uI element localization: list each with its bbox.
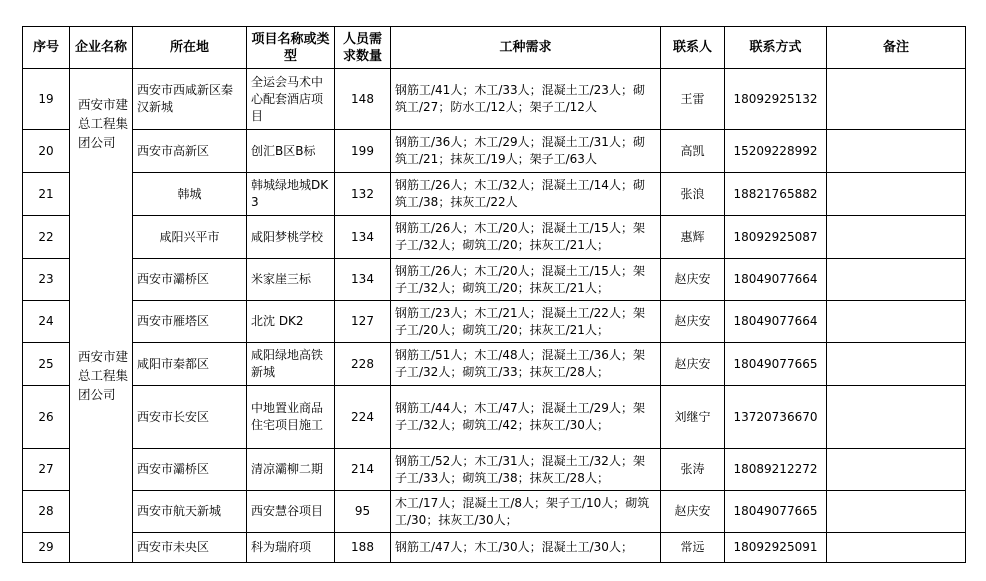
cell-trades: 钢筋工/26人；木工/20人；混凝土工/15人；架子工/32人；砌筑工/20；抹灰工/21人； [391, 259, 661, 301]
cell-remark [827, 343, 966, 386]
header-remark: 备注 [827, 27, 966, 69]
cell-no: 19 [23, 69, 70, 130]
cell-staff: 214 [335, 449, 391, 491]
cell-project: 中地置业商品住宅项目施工 [247, 386, 335, 449]
cell-remark [827, 301, 966, 343]
header-row [23, 27, 966, 69]
cell-project: 咸阳绿地高铁新城 [247, 343, 335, 386]
header-no: 序号 [23, 27, 70, 69]
cell-project: 米家崖三标 [247, 259, 335, 301]
table-row [23, 533, 966, 563]
cell-trades: 钢筋工/52人；木工/31人；混凝土工/32人；架子工/33人；砌筑工/38；抹灰工/28人； [391, 449, 661, 491]
cell-trades: 钢筋工/41人；木工/33人；混凝土工/23人；砌筑工/27；防水工/12人；架子工/12人 [391, 69, 661, 130]
cell-location: 西安市灞桥区 [133, 449, 247, 491]
cell-remark [827, 173, 966, 216]
cell-trades: 钢筋工/36人；木工/29人；混凝土工/31人；砌筑工/21；抹灰工/19人；架子工/63人 [391, 130, 661, 173]
cell-staff: 148 [335, 69, 391, 130]
cell-location: 韩城 [133, 173, 247, 216]
cell-contact: 赵庆安 [661, 259, 725, 301]
table-row [23, 449, 966, 491]
cell-phone: 18089212272 [725, 449, 827, 491]
cell-remark [827, 491, 966, 533]
cell-phone: 18049077665 [725, 491, 827, 533]
cell-contact: 张浪 [661, 173, 725, 216]
cell-project: 咸阳梦桃学校 [247, 216, 335, 259]
cell-company-group-1: 西安市建总工程集团公司 [70, 69, 133, 343]
cell-location: 西安市长安区 [133, 386, 247, 449]
cell-trades: 钢筋工/47人；木工/30人；混凝土工/30人； [391, 533, 661, 563]
table-row [23, 216, 966, 259]
cell-contact: 王雷 [661, 69, 725, 130]
cell-location: 西安市未央区 [133, 533, 247, 563]
cell-location: 西安市雁塔区 [133, 301, 247, 343]
cell-staff: 188 [335, 533, 391, 563]
cell-no: 23 [23, 259, 70, 301]
table-row [23, 343, 966, 386]
cell-remark [827, 69, 966, 130]
cell-remark [827, 130, 966, 173]
header-phone: 联系方式 [725, 27, 827, 69]
cell-phone: 18049077664 [725, 301, 827, 343]
cell-project: 科为瑞府项 [247, 533, 335, 563]
cell-company-group-2: 西安市建总工程集团公司 [70, 343, 133, 563]
cell-contact: 高凯 [661, 130, 725, 173]
cell-trades: 钢筋工/26人；木工/20人；混凝土工/15人；架子工/32人；砌筑工/20；抹灰工/21人； [391, 216, 661, 259]
cell-trades: 钢筋工/23人；木工/21人；混凝土工/22人；架子工/20人；砌筑工/20；抹灰工/21人； [391, 301, 661, 343]
cell-contact: 惠辉 [661, 216, 725, 259]
cell-location: 咸阳市秦都区 [133, 343, 247, 386]
cell-phone: 18092925091 [725, 533, 827, 563]
cell-staff: 95 [335, 491, 391, 533]
cell-no: 28 [23, 491, 70, 533]
cell-no: 27 [23, 449, 70, 491]
recruitment-table [22, 26, 966, 563]
header-trades: 工种需求 [391, 27, 661, 69]
cell-remark [827, 449, 966, 491]
cell-staff: 134 [335, 259, 391, 301]
header-contact: 联系人 [661, 27, 725, 69]
table-row [23, 301, 966, 343]
header-staff: 人员需求数量 [335, 27, 391, 69]
header-location: 所在地 [133, 27, 247, 69]
table-row [23, 173, 966, 216]
cell-trades: 钢筋工/51人；木工/48人；混凝土工/36人；架子工/32人；砌筑工/33；抹灰工/28人； [391, 343, 661, 386]
cell-location: 西安市航天新城 [133, 491, 247, 533]
cell-phone: 15209228992 [725, 130, 827, 173]
cell-contact: 赵庆安 [661, 491, 725, 533]
cell-staff: 228 [335, 343, 391, 386]
cell-contact: 赵庆安 [661, 343, 725, 386]
cell-staff: 134 [335, 216, 391, 259]
cell-no: 24 [23, 301, 70, 343]
cell-trades: 木工/17人；混凝土工/8人；架子工/10人；砌筑工/30；抹灰工/30人； [391, 491, 661, 533]
table-row [23, 130, 966, 173]
cell-contact: 赵庆安 [661, 301, 725, 343]
cell-phone: 13720736670 [725, 386, 827, 449]
cell-location: 咸阳兴平市 [133, 216, 247, 259]
header-company: 企业名称 [70, 27, 133, 69]
cell-contact: 张涛 [661, 449, 725, 491]
table-row [23, 386, 966, 449]
cell-location: 西安市高新区 [133, 130, 247, 173]
cell-project: 韩城绿地城DK3 [247, 173, 335, 216]
cell-project: 创汇B区B标 [247, 130, 335, 173]
cell-no: 25 [23, 343, 70, 386]
cell-project: 全运会马术中心配套酒店项目 [247, 69, 335, 130]
table-row [23, 491, 966, 533]
cell-no: 22 [23, 216, 70, 259]
cell-no: 26 [23, 386, 70, 449]
cell-phone: 18049077665 [725, 343, 827, 386]
cell-no: 21 [23, 173, 70, 216]
cell-trades: 钢筋工/44人；木工/47人；混凝土工/29人；架子工/32人；砌筑工/42；抹灰工/30人； [391, 386, 661, 449]
cell-staff: 127 [335, 301, 391, 343]
cell-contact: 常远 [661, 533, 725, 563]
cell-contact: 刘继宁 [661, 386, 725, 449]
cell-remark [827, 259, 966, 301]
cell-remark [827, 216, 966, 259]
cell-staff: 132 [335, 173, 391, 216]
cell-no: 20 [23, 130, 70, 173]
cell-staff: 199 [335, 130, 391, 173]
cell-project: 清凉灞柳二期 [247, 449, 335, 491]
cell-phone: 18092925087 [725, 216, 827, 259]
cell-trades: 钢筋工/26人；木工/32人；混凝土工/14人；砌筑工/38；抹灰工/22人 [391, 173, 661, 216]
cell-phone: 18821765882 [725, 173, 827, 216]
cell-staff: 224 [335, 386, 391, 449]
cell-no: 29 [23, 533, 70, 563]
table-row [23, 259, 966, 301]
cell-remark [827, 533, 966, 563]
cell-remark [827, 386, 966, 449]
cell-location: 西安市灞桥区 [133, 259, 247, 301]
table-row [23, 69, 966, 130]
cell-project: 西安慧谷项目 [247, 491, 335, 533]
cell-location: 西安市西咸新区秦汉新城 [133, 69, 247, 130]
cell-phone: 18049077664 [725, 259, 827, 301]
cell-phone: 18092925132 [725, 69, 827, 130]
cell-project: 北沈 DK2 [247, 301, 335, 343]
header-project: 项目名称或类型 [247, 27, 335, 69]
